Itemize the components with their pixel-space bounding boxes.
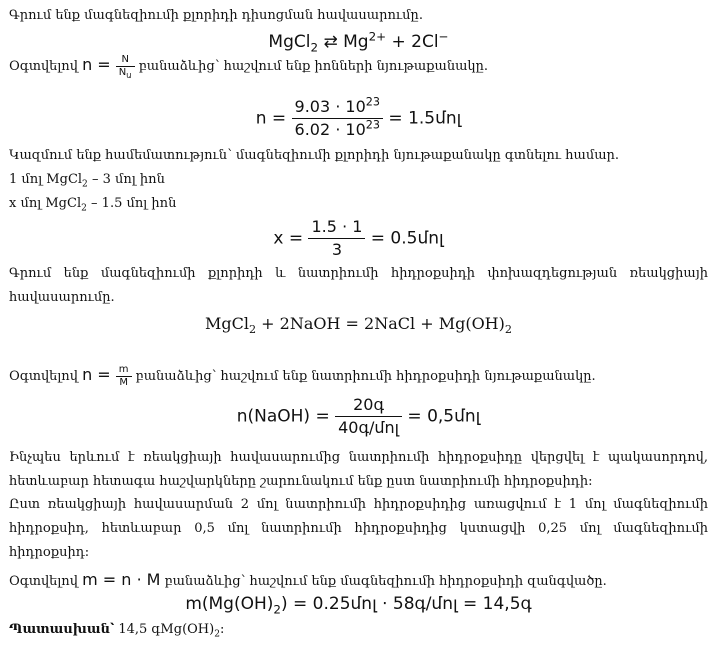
answer-value: 14,5 գMg(OH)	[114, 622, 215, 637]
proportion-intro: Կազմում ենք համեմատություն՝ մագնեզիումի քլորիդի նյութաքանակը գտնելու համար.	[9, 148, 620, 163]
answer-label: Պատասխան՝	[9, 622, 115, 637]
reaction-intro: Գրում ենք մագնեզիումի քլորիդի և նատրիումի հիդրօքսիդի փոխազդեցության ռեակցիայի հավասարումը.	[9, 266, 708, 305]
formula-mass-intro: Օգտվելով n = $\frac{m}{M}$ բանաձևից՝ հաշվում ենք նատրիումի հիդրօքսիդի նյութաքանակը.	[9, 364, 596, 388]
formula-m-intro: Օգտվելով m = n ⋅ M բանաձևից՝ հաշվում ենք մագնեզիումի հիդրօքսիդի զանգվածը.	[9, 570, 607, 589]
dissociation-equation: MgCl$_2$ ⇄ $Mg^{2+} + 2Cl^-$	[268, 29, 449, 55]
reaction-equation: MgCl$_2$ + 2NaOH = 2NaCl + $Mg(OH)_2$	[204, 314, 512, 337]
proportion-line-1: 1 մոլ MgCl$_2$ – 3 մոլ իոն	[9, 172, 165, 190]
naoh-equation: n(NaOH) = $\frac{\text{20գ}}{\text{40գ/մոլ}}$ = 0,5մոլ	[236, 395, 481, 437]
n-over-na-fraction: $\frac{N}{N_Ա}$	[116, 54, 135, 79]
proportion-line-2: x մոլ MgCl$_2$ – 1.5 մոլ իոն	[9, 196, 177, 214]
stoichiometry-explanation: Ըստ ռեակցիայի հավասարման 2 մոլ նատրիումի հիդրօքսիդից առացվում է 1 մոլ մագնեզիումի հիդրօքսիդ, հետևաբար 0,5 մոլ նատրիումի հիդրօքսիդից կստացվի 0,25 մոլ մագնեզիումի հիդրօքսիդ:	[9, 497, 708, 560]
answer-line: Պատասխան՝ 14,5 $գMg(OH)_2$:	[9, 622, 225, 640]
x-fraction: $\frac{1.5 \cdot 1}{3}$	[308, 216, 365, 261]
mass-equation: $m(Mg(OH)_2)$ = 0.25մոլ ⋅ 58գ/մոլ = 14,5գ	[185, 594, 532, 617]
ion-amount-equation: n = $\frac{9.03 \cdot 10^{23}}{6.02 \cdot 10^{23}}$ = 1.5մոլ	[255, 95, 462, 139]
x-equation: x = $\frac{1.5 \cdot 1}{3}$ = 0.5մոլ	[273, 217, 444, 259]
ion-fraction: $\frac{9.03 \cdot 10^{23}}{6.02 \cdot 10^{23}}$	[292, 96, 384, 141]
intro-dissociation: Գրում ենք մագնեզիումի քլորիդի դիսոցման հավասարումը.	[9, 8, 423, 23]
m-over-M-fraction: $\frac{m}{M}$	[116, 364, 132, 389]
naoh-fraction: $\frac{\text{20գ}}{\text{40գ/մոլ}}$	[335, 394, 402, 439]
formula-n-intro: Օգտվելով n = $\frac{N}{N_Ա}$ բանաձևից՝ հաշվում ենք իոնների նյութաքանակը.	[9, 54, 488, 80]
excess-explanation: Ինչպես երևում է ռեակցիայի հավասարումից նատրիումի հիդրօքսիդը վերցվել է պակասորդով, հետևաբար հետագա հաշվարկները շարունակում ենք ըստ նատրիումի հիդրօքսիդի:	[9, 450, 708, 489]
